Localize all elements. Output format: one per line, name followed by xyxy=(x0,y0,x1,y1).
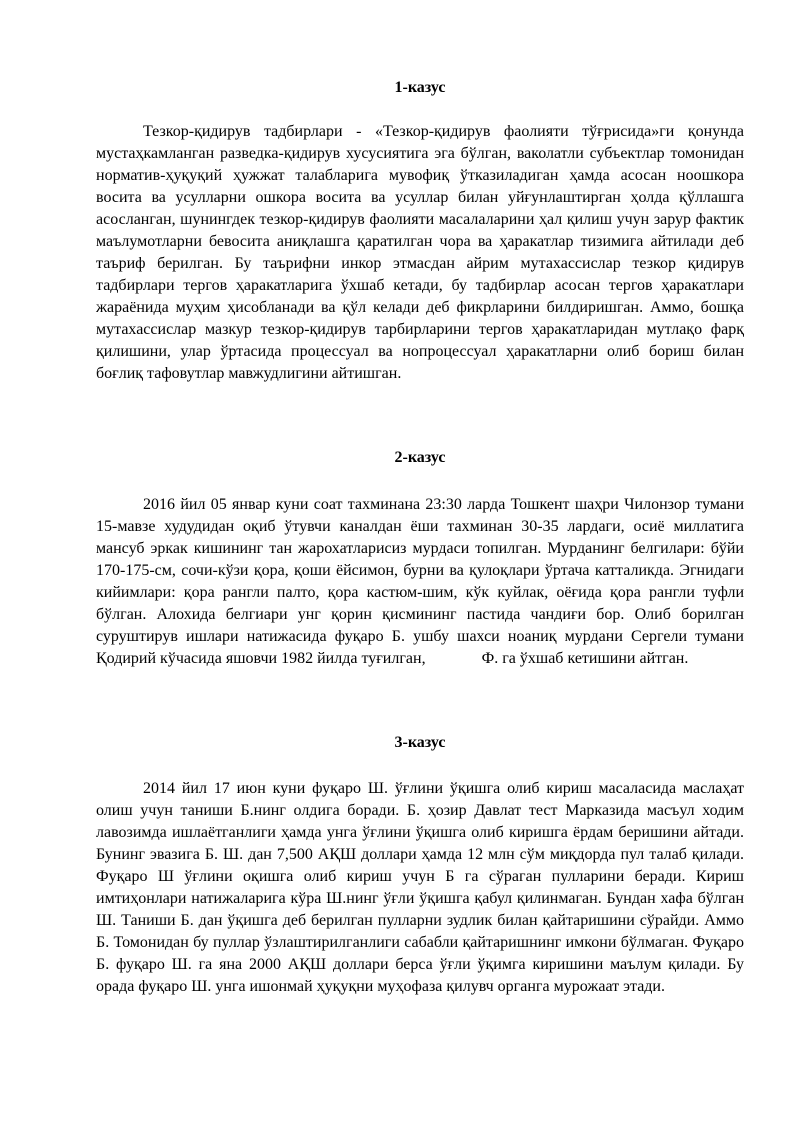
case-3-section xyxy=(96,733,744,998)
case-2-section xyxy=(96,448,748,670)
case-2-title: 2-казус xyxy=(394,449,446,466)
case-1-section xyxy=(96,78,744,385)
case-1-text: Тезкор-қидирув тадбирлари - «Тезкор-қидирув фаолияти тўғрисида»ги қонунда мустаҳкамланган разведка-қидирув хусусиятига эга бўлган, ваколатли субъектлар томонидан норматив-ҳуқуқий ҳужжат талабларига мувофиқ ўтказиладиган ҳамда асосан ноошкора восита ва усулларни ошкора восита ва усуллар билан уйғунлаштирган ҳолда қўллашга асосланган, шунингдек тезкор-қидирув фаолияти масалаларини ҳал қилиш учун зарур фактик маълумотларни бевосита аниқлашга қаратилган чора ва ҳаракатлар тизимига айтилади деб таъриф берилган. Бу таърифни инкор этмасдан айрим мутахассислар тезкор қидирув тадбирлари тергов ҳаракатларига ўхшаб кетади, бу тадбирлар асосан тергов ҳаракатлари жараёнида муҳим ҳисобланади ва қўл келади деб фикрларини билдиришган. Аммо, бошқа мутахассислар мазкур тезкор-қидирув тарбирларини тергов ҳаракатларидан мутлақо фарқ қилишини, улар ўртасида процессуал ва нопроцессуал ҳаракатларни олиб бориш билан боғлиқ тафовутлар мавжудлигини айтишган. xyxy=(96,123,744,382)
case-1-title: 1-казус xyxy=(394,79,446,96)
case-2-text: 2016 йил 05 январ куни соат тахминана 23:30 ларда Тошкент шаҳри Чилонзор тумани 15-мавзе худудидан оқиб ўтувчи каналдан ёши тахминан 30-35 лардаги, осиё миллатига мансуб эркак кишининг тан жарохатларисиз мурдаси топилган. Мурданинг белгилари: бўйи 170-175-см, сочи-кўзи қора, қоши ёйсимон, бурни ва қулоқлари ўртача катталикда. Эгнидаги кийимлари: қора рангли палто, қора кастюм-шим, кўк куйлак, оёғида қора рангли туфли бўлган. Алохида белгиари унг қорин қисмининг пастида чандиғи бор. Олиб борилган суруштирув ишлари натижасида фуқаро Б. ушбу шахси ноаниқ мурдани Сергели тумани Қодирий кўчасида яшовчи 1982 йилда туғилган, Ф. га ўхшаб кетишини айтган. xyxy=(96,496,748,667)
case-3-text: 2014 йил 17 июн куни фуқаро Ш. ўғлини ўқишга олиб кириш масаласида маслаҳат олиш учун таниши Б.нинг олдига боради. Б. ҳозир Давлат тест Марказида масъул ходим лавозимда ишлаётганлиги ҳамда унга ўғлини ўқишга олиб киришга ёрдам беришини айтади. Бунинг эвазига Б. Ш. дан 7,500 АҚШ доллари ҳамда 12 млн сўм миқдорда пул талаб қилади. Фуқаро Ш ўғлини оқишга олиб кириш учун Б га сўраган пулларини беради. Кириш имтиҳонлари натижаларига кўра Ш.нинг ўғли ўқишга қабул қилинмаган. Бундан хафа бўлган Ш. Таниши Б. дан ўқишга деб берилган пулларни зудлик билан қайтаришини сўрайди. Аммо Б. Томонидан бу пуллар ўзлаштирилганлиги сабабли қайтаришнинг имкони бўлмаган. Фуқаро Б. фуқаро Ш. га яна 2000 АҚШ доллари берса ўғли ўқимга киришини маълум қилади. Бу орада фуқаро Ш. унга ишонмай ҳуқуқни муҳофаза қилувч органга мурожаат этади. xyxy=(96,780,744,995)
case-3-title: 3-казус xyxy=(394,734,446,751)
